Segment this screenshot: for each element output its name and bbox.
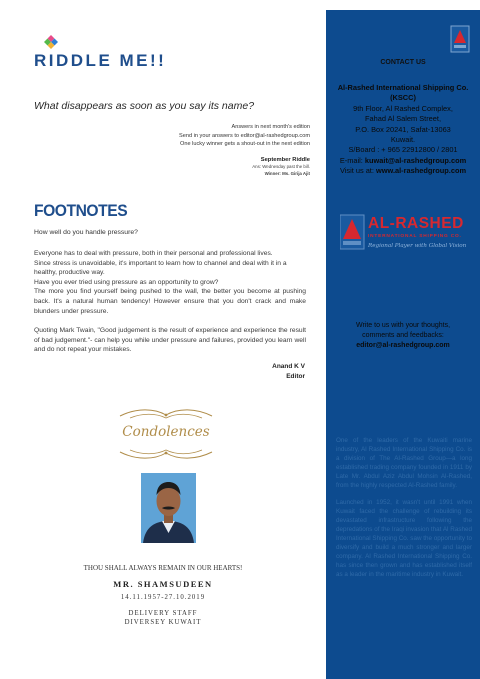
email-line (328, 156, 478, 166)
condolences-ornament (116, 408, 216, 460)
al-rashed-logo (340, 213, 468, 257)
condolences-tagline: THOU SHALL ALWAYS REMAIN IN OUR HEARTS! (83, 564, 243, 572)
email-label: E-mail: (339, 155, 365, 165)
address-line: Kuwait. (390, 135, 416, 145)
riddle-question: What disappears as soon as you say its name? (34, 100, 255, 112)
footnotes-body (34, 249, 306, 365)
feedback-email-link[interactable]: editor@al-rashedgroup.com (356, 342, 450, 350)
september-riddle-answer: Ans: Wednesday past the bill. (252, 164, 310, 169)
riddle-diamond-icon (44, 35, 58, 49)
about-paragraph: Launched in 1952, it wasn't until 1991 when Kuwait faced the challenge of rebuilding its devastated infrastructure following the depredations of the Iraqi invasion that Al Rashed International Shipping Co. saw the opportunity to diversify and build a much stronger and larger company. Al Rashed International Shipping Co. has since then grown and has established itself as a leader in the maritime industry in Kuwait. (336, 499, 472, 578)
address-line: Fahad Al Salem Street, (365, 114, 441, 124)
website-label: Visit us at: (339, 166, 376, 176)
flourish-top-icon (116, 408, 216, 422)
logo-name: AL-RASHED (368, 215, 464, 232)
condolences-heading: Condolences (122, 424, 210, 440)
email-link[interactable]: kuwait@al-rashedgroup.com (364, 155, 467, 165)
company-name: Al-Rashed International Shipping Co. (KSCC) (337, 83, 469, 103)
footnotes-quote: Quoting Mark Twain, "Good judgement is the result of experience and experience the result of bad judgement."- can help you while under pressure and failures, provided you learn well and do not repeat your mistakes. (34, 327, 306, 354)
right-sidebar (326, 0, 480, 679)
memorial-portrait (141, 473, 196, 543)
deceased-role (0, 609, 326, 627)
person-portrait-icon (141, 473, 196, 543)
website-link[interactable]: www.al-rashedgroup.com (375, 166, 467, 176)
footnotes-line: Since stress is unavoidable, it's important to learn how to channel and deal with it in a healthy, productive way. (34, 259, 287, 277)
editor-role: Editor (286, 373, 305, 380)
phone-number: S/Board : + 965 22912800 / 2801 (348, 145, 458, 155)
riddle-note-line: Send in your answers to editor@al-rashedgroup.com (179, 132, 310, 139)
feedback-line: comments and feedbacks: (362, 332, 444, 340)
contact-heading: CONTACT US (380, 59, 426, 66)
logo-tagline: Regional Player with Global Vision (368, 243, 467, 249)
deceased-name: MR. SHAMSUDEEN (113, 579, 213, 589)
flourish-bottom-icon (116, 446, 216, 460)
website-line (328, 166, 478, 176)
about-paragraph: One of the leaders of the Kuwaiti marine industry, Al Rashed International Shipping Co. is a division of The Al-Rashed Group—a long established trading company founded in 1911 by Late Mr. Abdul Aziz Abdul Mohsin Al-Rashed, from the highly respected Al-Rashed family. (336, 437, 472, 489)
editor-signature (272, 362, 305, 382)
sidebar-top-strip (326, 0, 480, 10)
riddle-instructions (179, 123, 310, 149)
riddle-note-line: One lucky winner gets a shout-out in the next edition (180, 141, 310, 148)
contact-block (328, 83, 478, 177)
riddle-title: RIDDLE ME!! (34, 51, 167, 70)
september-riddle (252, 156, 310, 177)
life-dates: 14.11.1957-27.10.2019 (120, 594, 206, 601)
footnotes-subtitle: How well do you handle pressure? (34, 229, 138, 236)
feedback-line: Write to us with your thoughts, (355, 322, 451, 329)
company-line: DIVERSEY KUWAIT (124, 619, 202, 626)
address-line: P.O. Box 20241, Safat-13063 (355, 124, 451, 134)
feedback-block (328, 321, 478, 352)
editor-name: Anand K V (272, 363, 305, 370)
footnotes-line: The more you find yourself being pushed to the wall, the better you become at pushing back. It's a natural human tendency! However ensure that you don't crack and make blunders under pressure. (34, 288, 306, 315)
about-company (336, 437, 472, 589)
logo-subtitle: INTERNATIONAL SHIPPING CO. (368, 234, 462, 239)
footnotes-title: FOOTNOTES (34, 201, 128, 220)
september-riddle-winner: Winner: Ms. Girija Ajit (264, 170, 310, 176)
footnotes-line: Everyone has to deal with pressure, both in their personal and professional lives. (34, 250, 273, 257)
role-line: DELIVERY STAFF (128, 610, 198, 617)
address-line: 9th Floor, Al Rashed Complex, (353, 103, 453, 113)
company-mark-icon (450, 25, 470, 53)
riddle-note-line: Answers in next month's edition (231, 124, 310, 130)
footnotes-line: Have you ever tried using pressure as an opportunity to grow? (34, 278, 219, 286)
september-riddle-title: September Riddle (260, 157, 310, 163)
